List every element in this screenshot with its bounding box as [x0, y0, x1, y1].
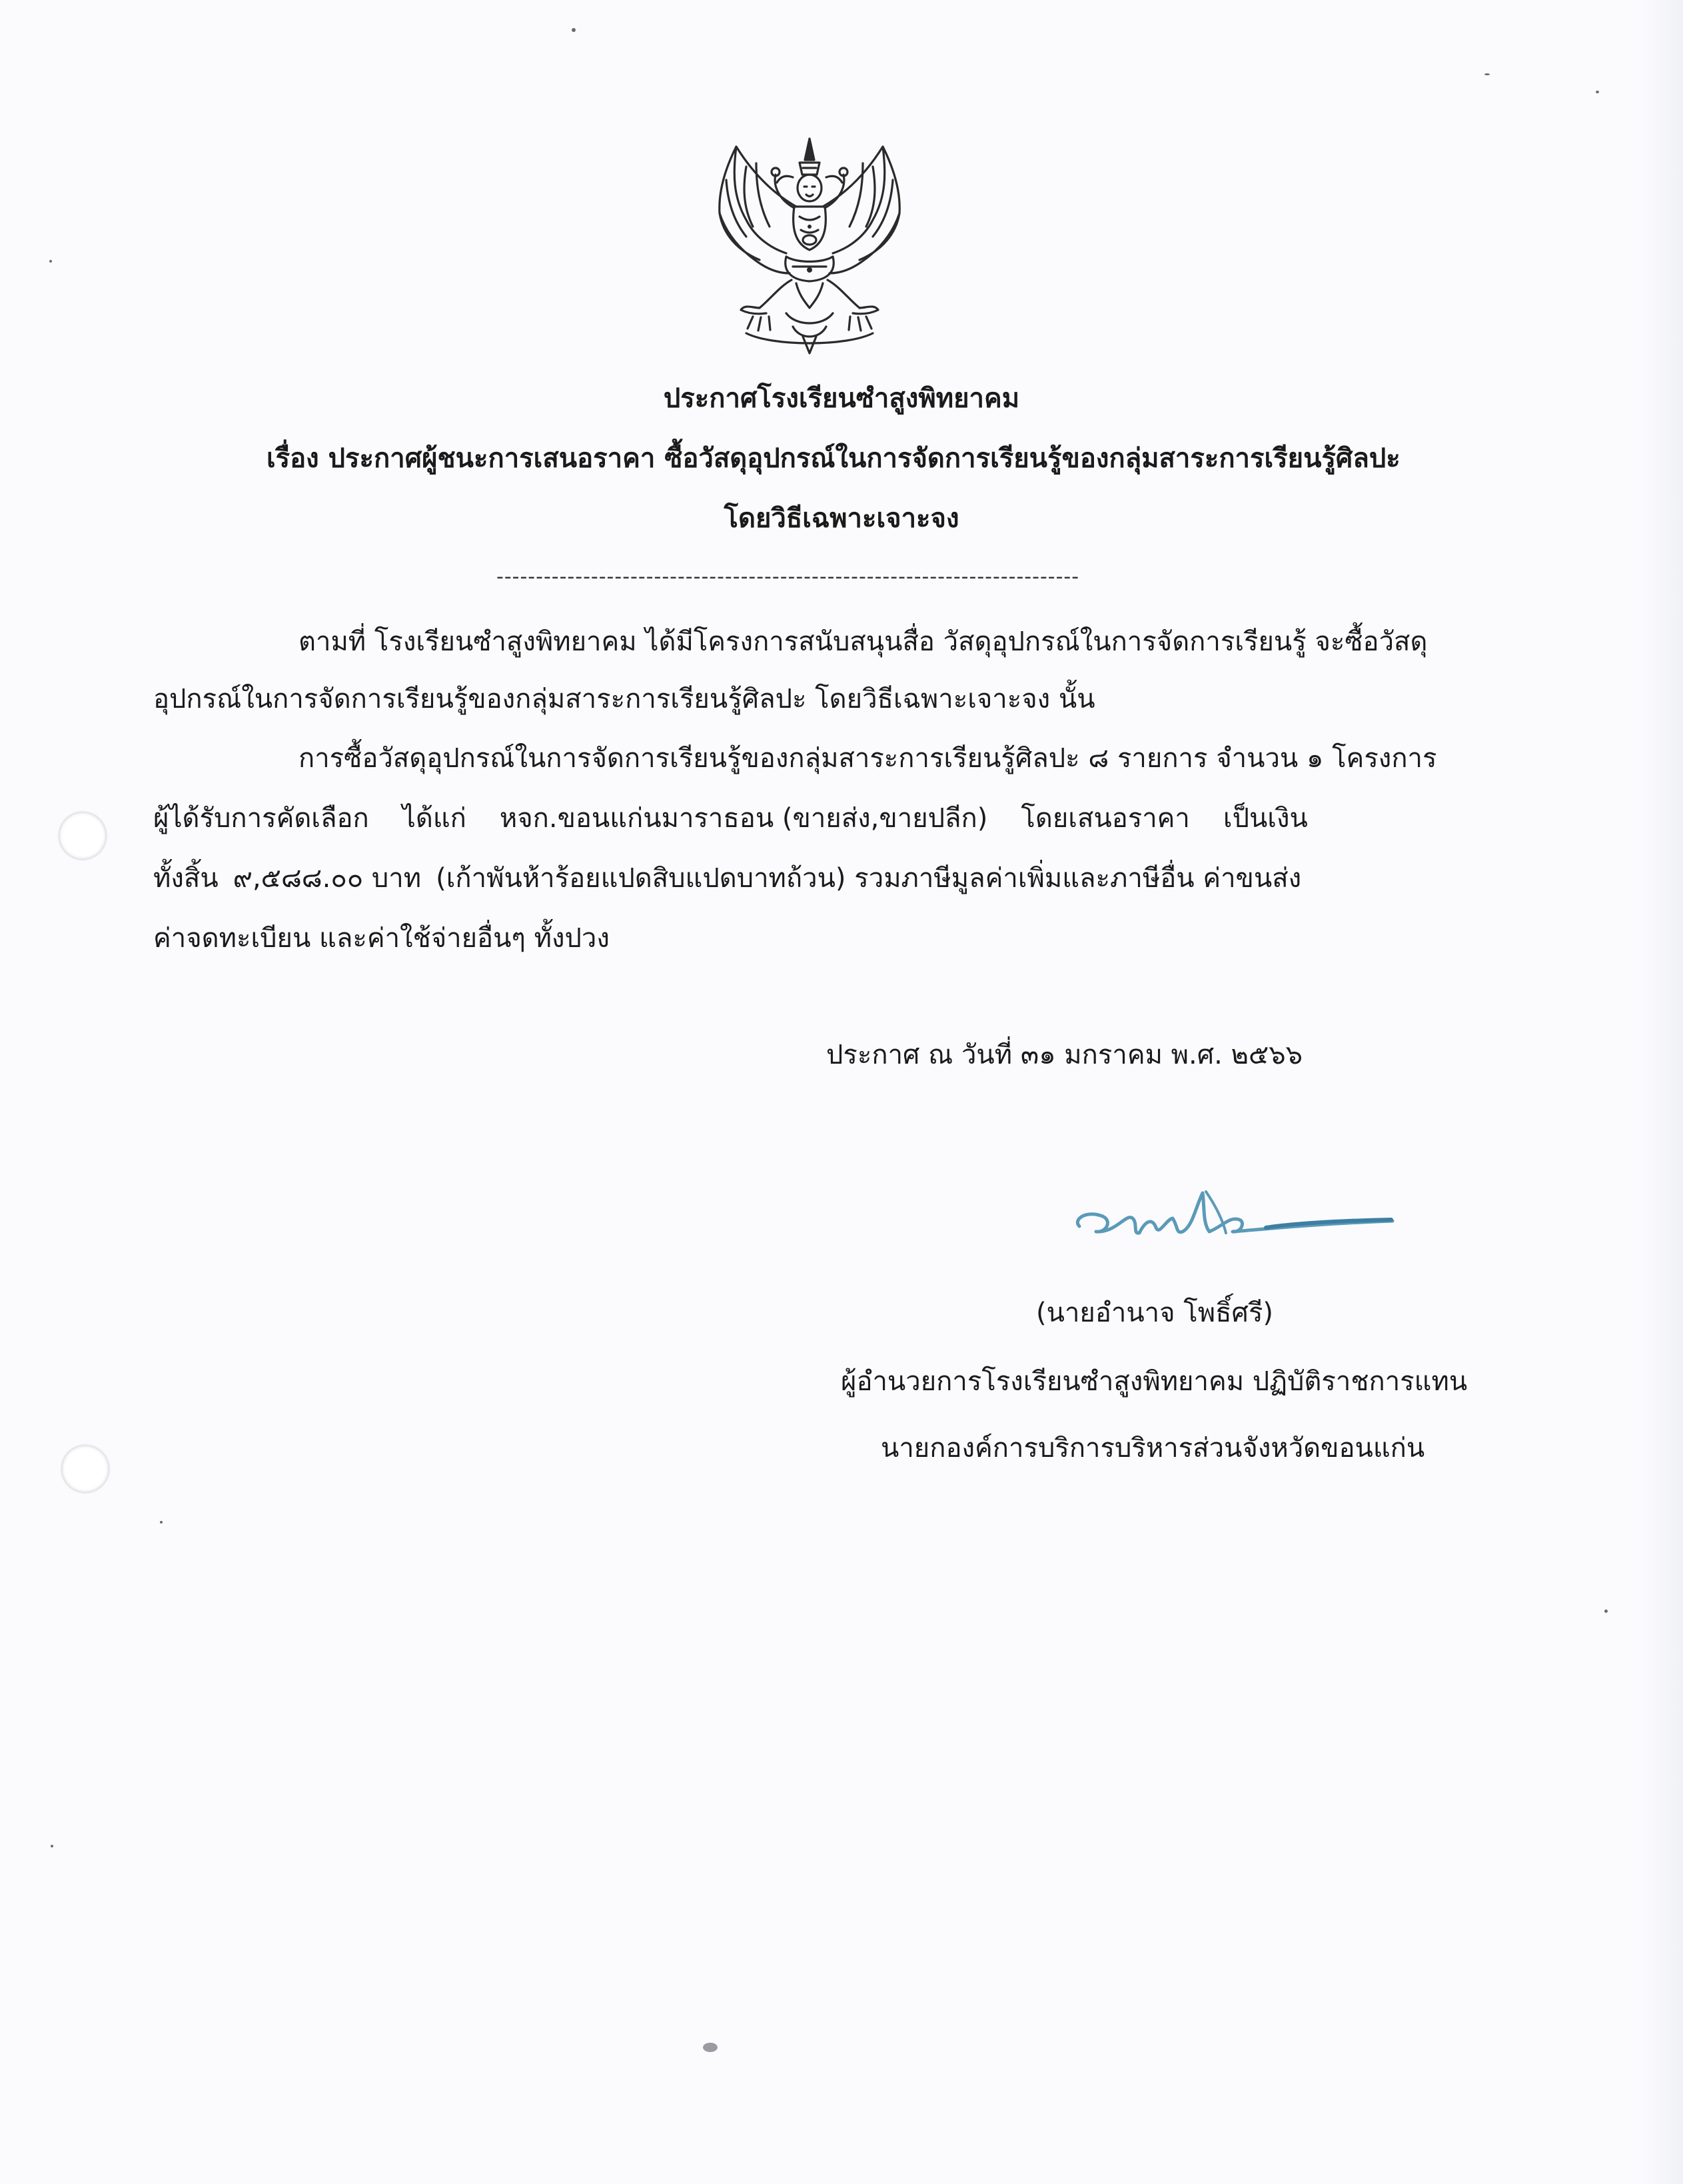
- signatory-position-2: นายกองค์การบริการบริหารส่วนจังหวัดขอนแก่น: [881, 1433, 1425, 1464]
- paper-speck: [1596, 91, 1599, 93]
- handwritten-signature: [1066, 1180, 1399, 1253]
- paper-speck: [51, 1845, 53, 1847]
- selected-label: ผู้ได้รับการคัดเลือก: [153, 803, 369, 834]
- page-edge-shadow: [1643, 0, 1683, 2184]
- paragraph-2-line-1: การซื้อวัสดุอุปกรณ์ในการจัดการเรียนรู้ของกลุ่มสาระการเรียนรู้ศิลปะ ๘ รายการ จำนวน ๑ โครงการ: [298, 743, 1437, 774]
- paper-speck: [49, 260, 52, 263]
- document-subject: [267, 440, 1401, 477]
- garuda-emblem-icon: [706, 133, 913, 360]
- amount-label: เป็นเงิน: [1223, 803, 1308, 834]
- total-prefix: ทั้งสิ้น: [153, 863, 219, 894]
- paragraph-2-line-4: ค่าจดทะเบียน และค่าใช้จ่ายอื่นๆ ทั้งปวง: [153, 923, 610, 954]
- total-words: (เก้าพันห้าร้อยแปดสิบแปดบาทถ้วน) รวมภาษีมูลค่าเพิ่มและภาษีอื่น ค่าขนส่ง: [436, 863, 1302, 894]
- document-title: ประกาศโรงเรียนซำสูงพิทยาคม: [663, 383, 1020, 414]
- offer-label: โดยเสนอราคา: [1021, 803, 1190, 834]
- signatory-position-1: ผู้อำนวยการโรงเรียนซำสูงพิทยาคม ปฏิบัติราชการแทน: [841, 1366, 1468, 1397]
- subject-text: ประกาศผู้ชนะการเสนอราคา ซื้อวัสดุอุปกรณ์ในการจัดการเรียนรู้ของกลุ่มสาระการเรียนรู้ศิลปะ: [328, 443, 1401, 474]
- paper-speck: [160, 1521, 163, 1524]
- paragraph-2-line-3: [153, 860, 1301, 897]
- paragraph-1-line-2: อุปกรณ์ในการจัดการเรียนรู้ของกลุ่มสาระการเรียนรู้ศิลปะ โดยวิธีเฉพาะเจาะจง นั้น: [153, 684, 1095, 714]
- title-divider: --------------------------------------------------------------------------: [496, 565, 1080, 588]
- paper-speck: [703, 2043, 718, 2052]
- procurement-method: โดยวิธีเฉพาะเจาะจง: [724, 503, 959, 534]
- punch-hole-bottom: [61, 1445, 109, 1493]
- total-amount: ๙,๕๘๘.๐๐ บาท: [233, 863, 422, 894]
- selected-by: ได้แก่: [402, 803, 466, 834]
- signatory-name: (นายอำนาจ โพธิ์ศรี): [1036, 1298, 1274, 1328]
- paper-speck: [572, 28, 576, 32]
- vendor-name: หจก.ขอนแก่นมาราธอน (ขายส่ง,ขายปลีก): [499, 803, 988, 834]
- subject-prefix: เรื่อง: [267, 443, 319, 474]
- paragraph-1-line-1: ตามที่ โรงเรียนซำสูงพิทยาคม ได้มีโครงการสนับสนุนสื่อ วัสดุอุปกรณ์ในการจัดการเรียนรู้ จะซื้อวัสดุ: [298, 626, 1428, 657]
- paragraph-2-line-2: [153, 800, 1308, 837]
- punch-hole-top: [59, 812, 107, 860]
- paper-speck: [1484, 73, 1490, 75]
- announcement-date: ประกาศ ณ วันที่ ๓๑ มกราคม พ.ศ. ๒๕๖๖: [826, 1040, 1303, 1070]
- paper-speck: [1604, 1610, 1608, 1613]
